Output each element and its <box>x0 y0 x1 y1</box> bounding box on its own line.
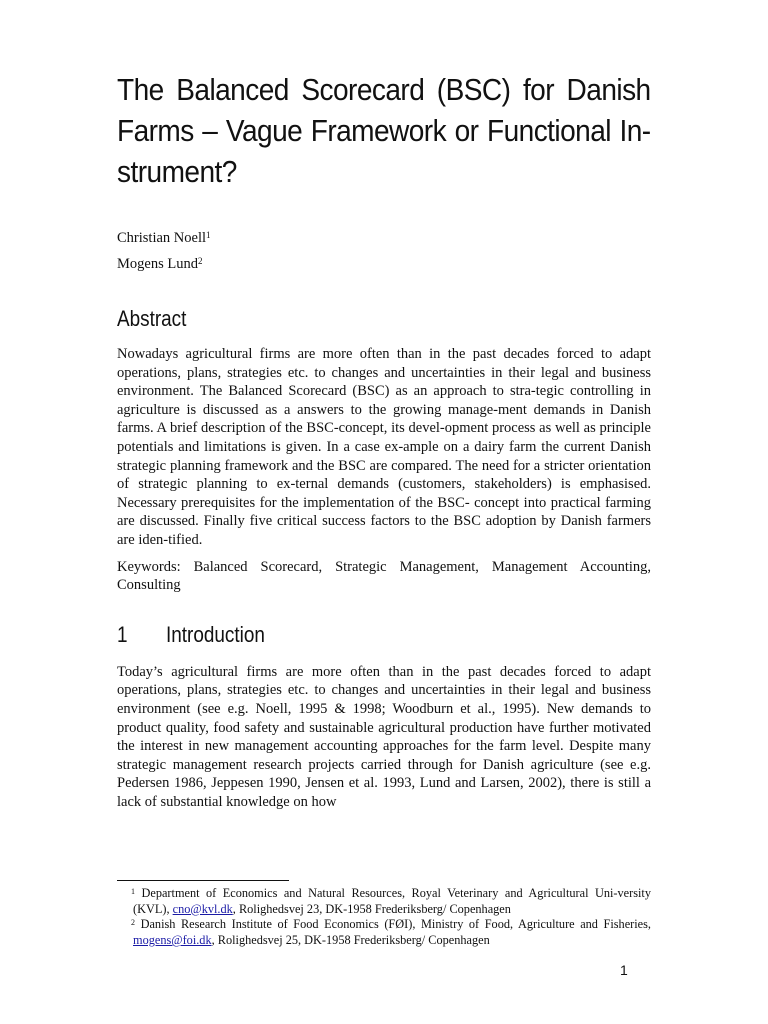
email-link[interactable]: cno@kvl.dk <box>172 901 233 916</box>
footnote-mark: 2 <box>197 256 203 266</box>
footnote-divider <box>117 880 289 881</box>
footnote <box>117 886 651 917</box>
section-number: 1 <box>117 621 128 647</box>
keywords-label: Keywords: <box>117 558 181 575</box>
footnotes <box>117 886 651 949</box>
keywords <box>117 558 651 595</box>
footnote-text: , Rolighedsvej 25, DK-1958 Frederiksberg/ Copenhagen <box>211 933 490 948</box>
footnote-text: Department of Economics and Natural Resources, Royal Veterinary and Agricultural Uni-versity (KVL), <box>133 886 651 916</box>
footnote-mark: 2 <box>131 918 135 928</box>
footnote-mark: 1 <box>131 887 135 896</box>
footnote <box>117 917 651 948</box>
author-name: Christian Noell <box>117 230 207 246</box>
abstract-text: Nowadays agricultural firms are more often than in the past decades forced to adapt operations, plans, strategies etc. to changes and uncertainties in their legal and business environment. The Balanced Scorecard (BSC) as an approach to stra-tegic controlling in agriculture is discussed as a answers to the growing manage-ment demands in Danish farms. A brief description of the BSC-concept, its devel-opment process as well as principle potentials and limitations is given. In a case ex-ample on a dairy farm the current Danish strategic planning framework and the BSC are compared. The need for a stricter orientation of strategic planning to ex-ternal demands (customers, stakeholders) is emphasised. Necessary prerequisites for the implementation of the BSC- concept into practical farming are discussed. Finally five critical success factors to the BSC adoption by Danish farmers are iden-tified. <box>117 346 651 548</box>
abstract-heading: Abstract <box>117 306 187 331</box>
email-link[interactable]: mogens@foi.dk <box>133 933 212 948</box>
introduction-text: Today’s agricultural firms are more often than in the past decades forced to adapt operations, plans, strategies etc. to changes and uncertainties in their legal and business environment (see e.g. Noell, 1995 & 1998; Woodburn et al., 1995). New demands to product quality, food safety and sustainable agricultural production have further motivated the interest in new management accounting approaches for the farm level. Despite many strategic management research projects carried through for Danish agriculture (see e.g. Pedersen 1986, Jeppesen 1990, Jensen et al. 1993, Lund and Larsen, 2002), there is still a lack of substantial knowledge on how <box>117 663 651 810</box>
author-name: Mogens Lund <box>117 256 198 272</box>
paper-title: The Balanced Scorecard (BSC) for Danish Farms – Vague Framework or Functional In-strument? <box>117 73 651 189</box>
footnote-mark: 1 <box>206 230 211 240</box>
footnote-text: Danish Research Institute of Food Economics (FØI), Ministry of Food, Agriculture and Fisheries, <box>140 917 651 932</box>
author-list <box>117 225 651 277</box>
section-title: Introduction <box>166 621 265 647</box>
footnote-text: , Rolighedsvej 23, DK-1958 Frederiksberg/ Copenhagen <box>232 901 511 916</box>
keywords-list: Balanced Scorecard, Strategic Management, Management Accounting, Consulting <box>117 558 651 594</box>
page-number: 1 <box>620 962 628 978</box>
paper-page <box>117 70 651 811</box>
introduction-heading <box>117 621 576 649</box>
author <box>117 225 651 251</box>
author <box>117 251 651 277</box>
